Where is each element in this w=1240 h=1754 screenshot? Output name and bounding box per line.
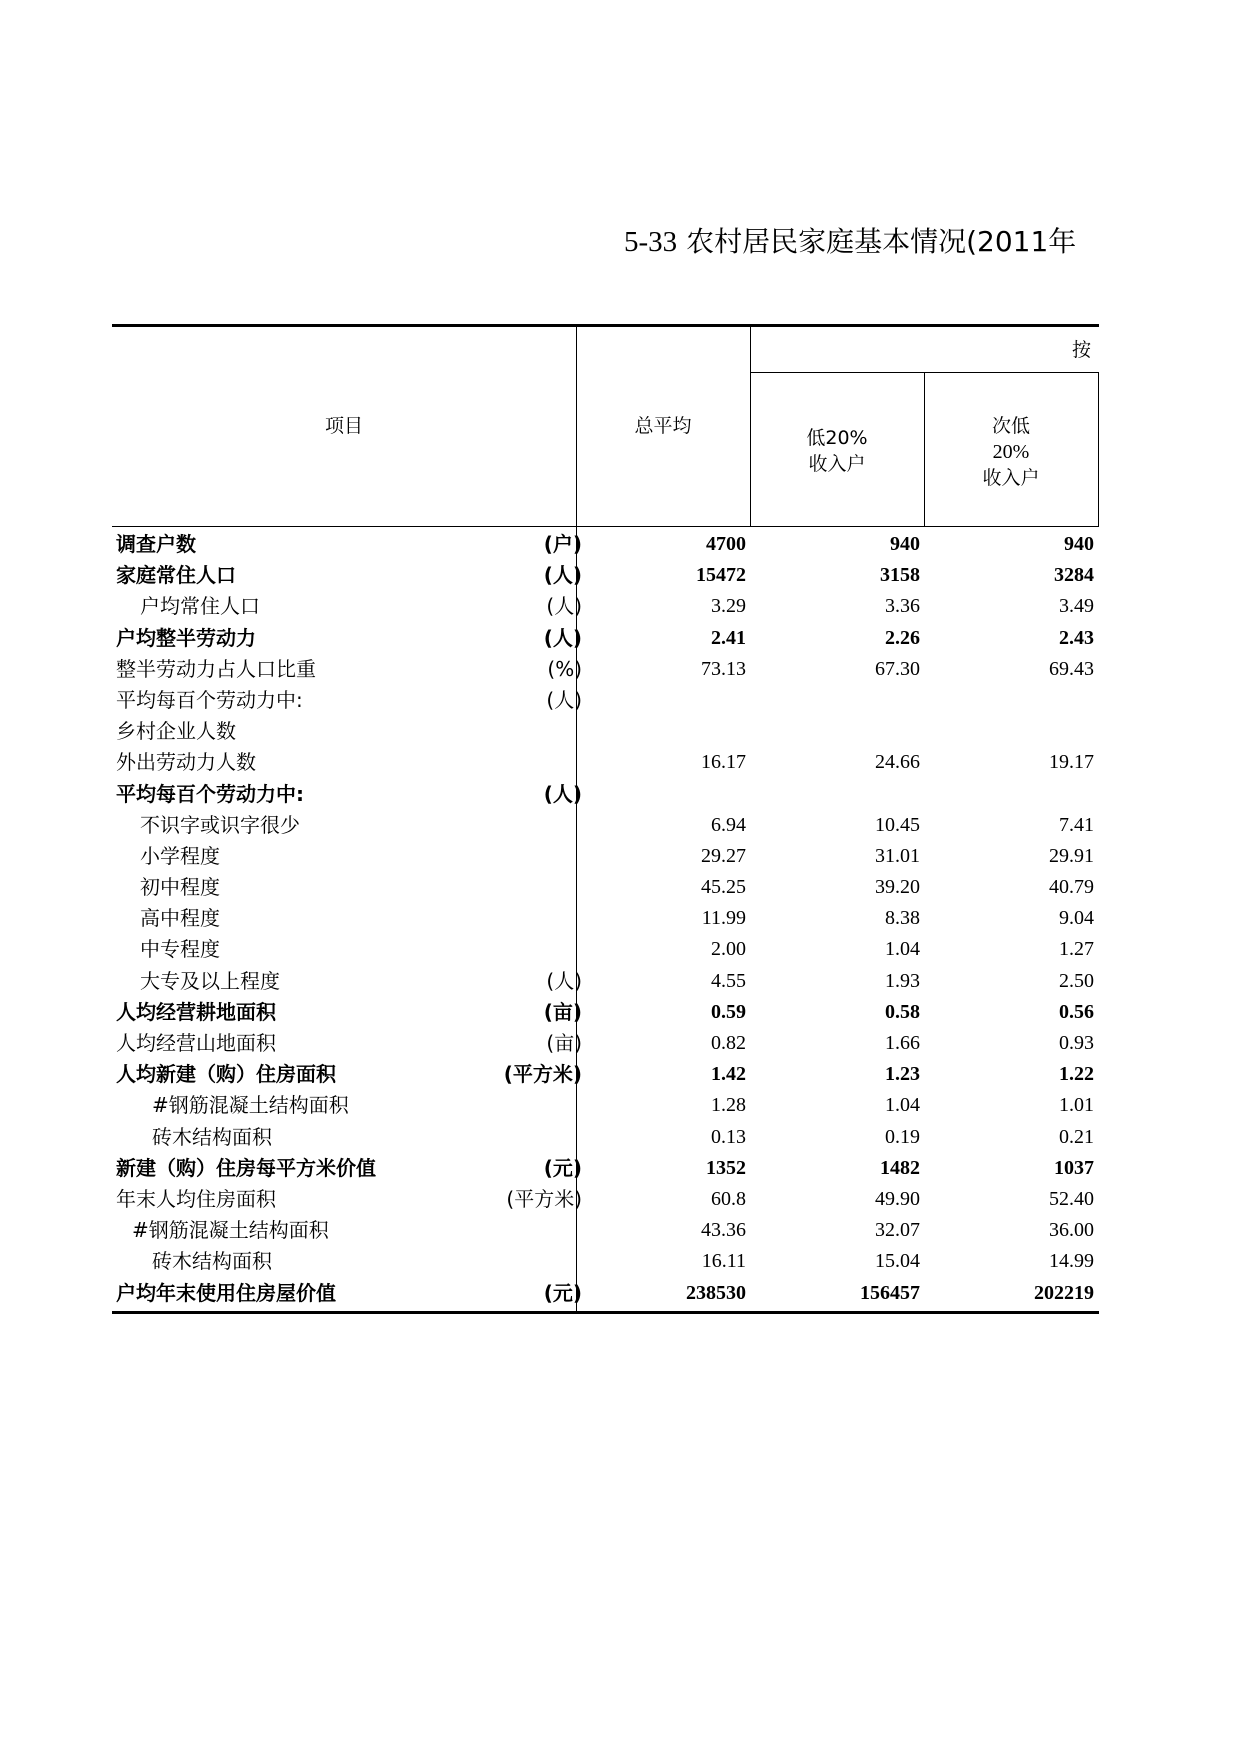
header-lowmid-line3: 收入户: [982, 467, 1040, 489]
header-low-line2: 收入户: [808, 453, 866, 475]
row-label: 户均整半劳动力: [116, 625, 256, 650]
value-lowmid: 202219: [1034, 1281, 1094, 1304]
row-label: 人均新建（购）住房面积: [116, 1062, 336, 1087]
row-label: 小学程度: [140, 843, 220, 868]
table-row: [112, 560, 1099, 591]
row-unit: (人): [546, 687, 582, 712]
group-header-rule: [750, 372, 1099, 373]
value-lowmid: 36.00: [1049, 1219, 1094, 1242]
value-low: 10.45: [875, 813, 920, 836]
row-label: 平均每百个劳动力中:: [116, 781, 304, 806]
table-row: [112, 810, 1099, 841]
table-row: [112, 1090, 1099, 1121]
value-lowmid: 1.27: [1059, 938, 1094, 961]
table-row: [112, 1278, 1099, 1309]
row-unit: (元): [543, 1155, 582, 1180]
row-label: 外出劳动力人数: [116, 750, 256, 775]
value-low: 0.58: [885, 1000, 920, 1023]
value-lowmid: 3284: [1054, 564, 1094, 587]
table-row: [112, 966, 1099, 997]
value-lowmid: 1.01: [1059, 1094, 1094, 1117]
table-row: [112, 841, 1099, 872]
value-low: 39.20: [875, 876, 920, 899]
table-row: [112, 685, 1099, 716]
value-low: 67.30: [875, 657, 920, 680]
row-label: 砖木结构面积: [152, 1124, 272, 1149]
table-row: [112, 997, 1099, 1028]
row-label: 大专及以上程度: [140, 968, 280, 993]
row-unit: (人): [543, 563, 582, 588]
value-total: 16.11: [701, 1250, 746, 1273]
row-label: 初中程度: [140, 875, 220, 900]
row-label: #钢筋混凝土结构面积: [152, 1093, 349, 1118]
value-lowmid: 19.17: [1049, 751, 1094, 774]
row-unit: (人): [546, 968, 582, 993]
value-total: 4700: [706, 533, 746, 555]
value-total: 11.99: [701, 907, 746, 930]
value-total: 1.28: [711, 1094, 746, 1117]
header-group-partial: 按: [1072, 339, 1092, 361]
value-lowmid: 29.91: [1049, 844, 1094, 867]
value-total: 29.27: [701, 844, 746, 867]
value-total: 6.94: [711, 813, 746, 836]
value-total: 238530: [686, 1281, 746, 1304]
row-label: #钢筋混凝土结构面积: [132, 1218, 329, 1243]
value-total: 0.59: [711, 1000, 746, 1023]
value-lowmid: 14.99: [1049, 1250, 1094, 1273]
table-header: [112, 327, 1099, 527]
value-low: 49.90: [875, 1187, 920, 1210]
table-number: 5-33: [624, 226, 678, 258]
value-lowmid: 3.49: [1059, 595, 1094, 618]
value-lowmid: 1.22: [1059, 1063, 1094, 1086]
row-unit: (人): [543, 625, 582, 650]
value-low: 1.66: [885, 1032, 920, 1054]
header-lowmid-line1: 次低: [991, 415, 1030, 437]
row-label: 中专程度: [140, 937, 220, 962]
row-label: 人均经营耕地面积: [116, 999, 276, 1024]
row-label: 调查户数: [116, 532, 196, 556]
value-low: 3.36: [885, 595, 920, 618]
value-total: 45.25: [701, 876, 746, 899]
value-lowmid: 940: [1064, 533, 1094, 555]
header-low-income: [750, 425, 924, 477]
row-label: 户均常住人口: [140, 594, 260, 619]
value-low: 940: [890, 533, 920, 555]
row-label: 平均每百个劳动力中:: [116, 687, 303, 712]
table-row: [112, 1246, 1099, 1277]
row-unit: (户): [543, 532, 582, 556]
value-low: 156457: [860, 1281, 920, 1304]
value-total: 1.42: [711, 1063, 746, 1086]
row-unit: (平方米): [503, 1062, 582, 1087]
row-unit: (亩): [546, 1031, 582, 1055]
row-label: 乡村企业人数: [116, 719, 236, 744]
table-row: [112, 779, 1099, 810]
value-low: 8.38: [885, 907, 920, 930]
row-label: 年末人均住房面积: [116, 1186, 276, 1211]
table-bottom-rule: [112, 1311, 1099, 1314]
value-total: 15472: [696, 564, 746, 587]
value-lowmid: 7.41: [1059, 813, 1094, 836]
value-low: 24.66: [875, 751, 920, 774]
table-row: [112, 1028, 1099, 1059]
table-row: [112, 529, 1099, 560]
row-label: 家庭常住人口: [116, 563, 236, 588]
table-row: [112, 1059, 1099, 1090]
value-lowmid: 69.43: [1049, 657, 1094, 680]
value-total: 16.17: [701, 751, 746, 774]
value-total: 60.8: [711, 1187, 746, 1210]
row-label: 砖木结构面积: [152, 1249, 272, 1274]
value-low: 1482: [880, 1156, 920, 1179]
value-total: 1352: [706, 1156, 746, 1179]
value-lowmid: 0.56: [1059, 1000, 1094, 1023]
value-low: 31.01: [875, 844, 920, 867]
table-row: [112, 623, 1099, 654]
table-row: [112, 903, 1099, 934]
value-low: 0.19: [885, 1125, 920, 1148]
header-divider: [1098, 373, 1099, 527]
row-unit: (元): [543, 1280, 582, 1305]
row-label: 整半劳动力占人口比重: [116, 656, 316, 681]
value-lowmid: 2.50: [1059, 969, 1094, 992]
value-total: 2.00: [711, 938, 746, 961]
row-label: 高中程度: [140, 906, 220, 931]
table-row: [112, 1184, 1099, 1215]
value-lowmid: 40.79: [1049, 876, 1094, 899]
table-row: [112, 591, 1099, 622]
row-unit: (人): [543, 781, 582, 806]
value-total: 0.82: [711, 1032, 746, 1054]
value-lowmid: 9.04: [1059, 907, 1094, 930]
value-total: 73.13: [701, 657, 746, 680]
row-unit: (%): [547, 656, 582, 681]
header-item: 项目: [324, 415, 363, 437]
value-low: 32.07: [875, 1219, 920, 1242]
row-unit: (人): [546, 594, 582, 619]
header-total: 总平均: [634, 415, 692, 437]
value-lowmid: 0.93: [1059, 1032, 1094, 1054]
value-low: 2.26: [885, 626, 920, 649]
value-low: 3158: [880, 564, 920, 587]
table-row: [112, 872, 1099, 903]
row-label: 新建（购）住房每平方米价值: [116, 1155, 376, 1180]
table-body: [112, 529, 1099, 1309]
value-total: 4.55: [711, 969, 746, 992]
table-row: [112, 1153, 1099, 1184]
header-bottom-rule: [112, 526, 1099, 527]
value-low: 15.04: [875, 1250, 920, 1273]
value-total: 0.13: [711, 1125, 746, 1148]
header-lower-middle-income: [924, 413, 1098, 491]
value-low: 1.23: [885, 1063, 920, 1086]
table-title-text: 农村居民家庭基本情况(2011年: [686, 225, 1077, 258]
row-label: 不识字或识字很少: [140, 812, 300, 837]
table-row: [112, 747, 1099, 778]
value-low: 1.04: [885, 1094, 920, 1117]
header-low-line1: 低20%: [806, 427, 868, 449]
value-lowmid: 2.43: [1059, 626, 1094, 649]
table-row: [112, 654, 1099, 685]
table-row: [112, 1122, 1099, 1153]
value-low: 1.04: [885, 938, 920, 961]
value-lowmid: 52.40: [1049, 1187, 1094, 1210]
value-low: 1.93: [885, 969, 920, 992]
value-total: 2.41: [711, 626, 746, 649]
row-unit: (平方米): [506, 1186, 582, 1211]
table-row: [112, 716, 1099, 747]
header-lowmid-line2: 20%: [992, 441, 1030, 463]
table-row: [112, 934, 1099, 965]
value-lowmid: 0.21: [1059, 1125, 1094, 1148]
value-total: 3.29: [711, 595, 746, 618]
value-total: 43.36: [701, 1219, 746, 1242]
row-unit: (亩): [543, 999, 582, 1024]
table-row: [112, 1215, 1099, 1246]
value-lowmid: 1037: [1054, 1156, 1094, 1179]
row-label: 人均经营山地面积: [116, 1031, 276, 1055]
row-label: 户均年末使用住房屋价值: [116, 1280, 336, 1305]
